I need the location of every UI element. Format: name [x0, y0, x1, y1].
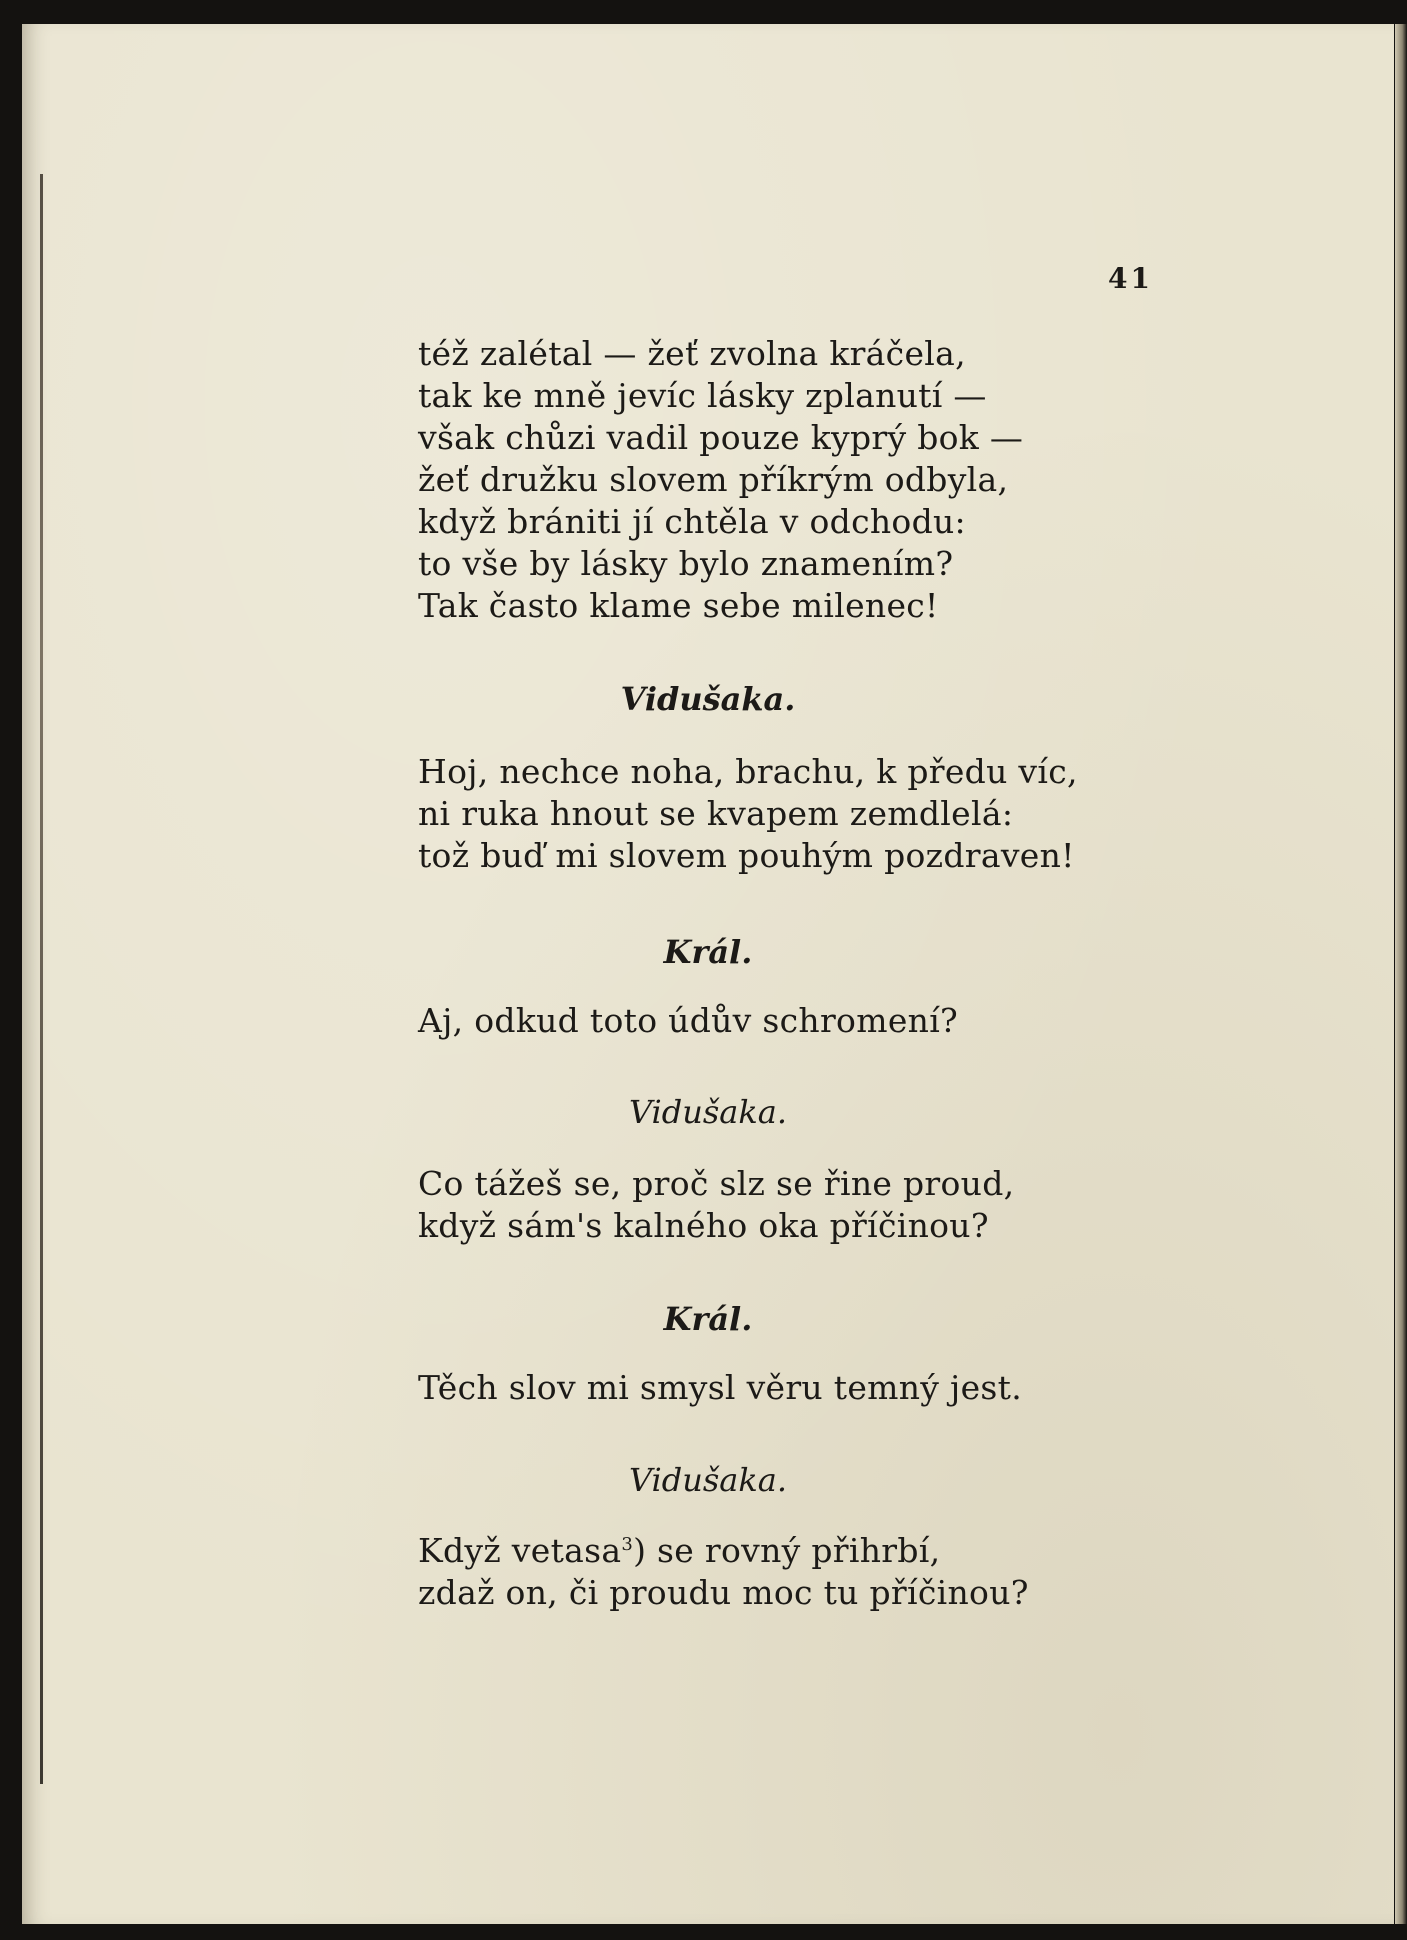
verse-line: však chůzi vadil pouze kyprý bok — [418, 418, 1024, 457]
verse-block [418, 1163, 1118, 1247]
page-edge-shadow [1395, 24, 1407, 1924]
speaker-heading: Vidušaka. [628, 1461, 787, 1499]
verse-line: když brániti jí chtěla v odchodu: [418, 502, 966, 541]
page-number: 41 [1108, 262, 1153, 295]
verse-line-with-footnote [418, 1530, 1118, 1572]
binding-gutter-shadow [40, 174, 43, 1784]
book-page [22, 24, 1394, 1924]
verse-block [418, 1367, 1118, 1409]
verse-line: žeť družku slovem příkrým odbyla, [418, 460, 1009, 499]
verse-line: zdaž on, či proudu moc tu příčinou? [418, 1573, 1029, 1612]
verse-line: Tak často klame sebe milenec! [418, 586, 939, 625]
verse-line: tak ke mně jevíc lásky zplanutí — [418, 376, 987, 415]
verse-block [418, 751, 1118, 877]
footnote-mark[interactable]: 3 [621, 1534, 634, 1555]
verse-line: též zalétal — žeť zvolna kráčela, [418, 334, 966, 373]
speaker-heading: Vidušaka. [628, 1093, 787, 1131]
verse-line: Aj, odkud toto údův schromení? [418, 1001, 959, 1040]
speaker-heading: Vidušaka. [620, 680, 796, 718]
speaker-heading: Král. [663, 933, 753, 971]
verse-line: ni ruka hnout se kvapem zemdlelá: [418, 794, 1014, 833]
verse-line: Co tážeš se, proč slz se řine proud, [418, 1164, 1015, 1203]
verse-line: Hoj, nechce noha, brachu, k předu víc, [418, 752, 1078, 791]
verse-block [418, 1000, 1118, 1042]
verse-block [418, 1530, 1118, 1614]
verse-block [418, 333, 1118, 627]
verse-line: to vše by lásky bylo znamením? [418, 544, 954, 583]
speaker-heading: Král. [663, 1300, 753, 1338]
verse-line: Těch slov mi smysl věru temný jest. [418, 1368, 1022, 1407]
verse-line-head: Když vetasa [418, 1531, 622, 1570]
verse-line: tož buď mi slovem pouhým pozdraven! [418, 836, 1075, 875]
verse-line-tail: ) se rovný přihrbí, [633, 1531, 941, 1570]
verse-line: když sám's kalného oka příčinou? [418, 1206, 989, 1245]
